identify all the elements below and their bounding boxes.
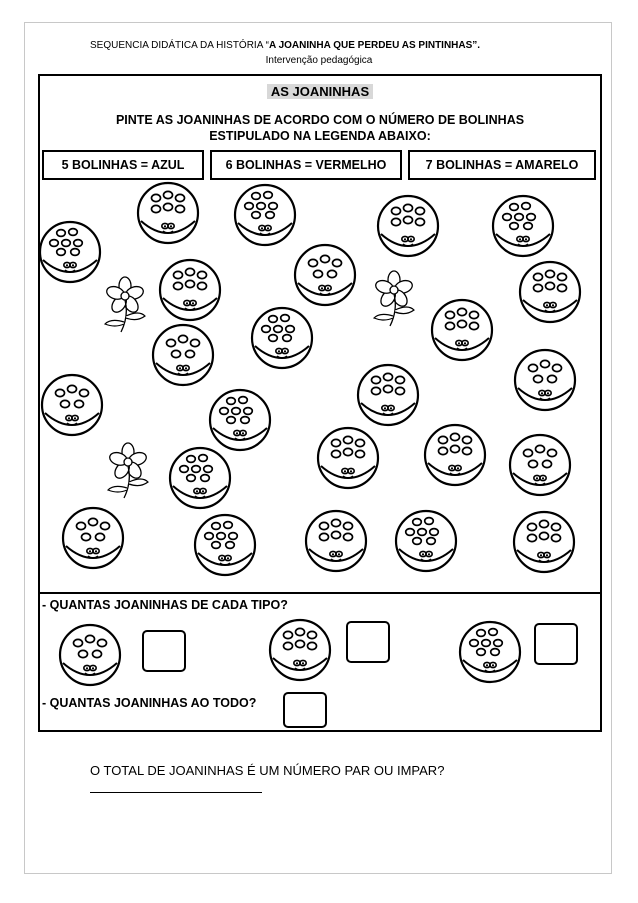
ladybug-17 bbox=[425, 425, 485, 485]
ladybug-20 bbox=[63, 508, 123, 568]
instruction-line-1: PINTE AS JOANINHAS DE ACORDO COM O NÚMERO DE BOLINHAS bbox=[115, 113, 525, 127]
header-prefix: SEQUENCIA DIDÁTICA DA HISTÓRIA “ bbox=[90, 40, 269, 51]
ladybug-2 bbox=[235, 185, 295, 245]
flower-3 bbox=[108, 443, 148, 498]
ladybug-9 bbox=[252, 308, 312, 368]
ladybug-4 bbox=[493, 196, 553, 256]
ladybug-5 bbox=[40, 222, 100, 282]
ladybug-12 bbox=[515, 350, 575, 410]
ladybug-22 bbox=[306, 511, 366, 571]
ladybug-24 bbox=[514, 512, 574, 572]
flower-2 bbox=[374, 271, 414, 326]
ladybug-21 bbox=[195, 515, 255, 575]
header-subtitle: Intervenção pedagógica bbox=[265, 55, 373, 66]
answer-ladybug-5-dots bbox=[60, 625, 120, 685]
ladybug-6 bbox=[295, 245, 355, 305]
ladybug-11 bbox=[153, 325, 213, 385]
worksheet-title: AS JOANINHAS bbox=[40, 84, 600, 99]
answer-ladybug-7-dots bbox=[460, 622, 520, 682]
ladybug-19 bbox=[170, 448, 230, 508]
ladybug-3 bbox=[378, 196, 438, 256]
instruction-line-2: ESTIPULADO NA LEGENDA ABAIXO: bbox=[209, 129, 431, 143]
ladybug-14 bbox=[42, 375, 102, 435]
ladybug-23 bbox=[396, 511, 456, 571]
question-each-type: - QUANTAS JOANINHAS DE CADA TIPO? bbox=[42, 598, 288, 612]
ladybug-13 bbox=[358, 365, 418, 425]
answer-line[interactable] bbox=[90, 792, 262, 793]
ladybug-10 bbox=[432, 300, 492, 360]
ladybug-7 bbox=[160, 260, 220, 320]
ladybug-1 bbox=[138, 183, 198, 243]
flower-1 bbox=[105, 277, 145, 332]
story-title: A JOANINHA QUE PERDEU AS PINTINHAS”. bbox=[268, 40, 481, 51]
ladybug-8 bbox=[520, 262, 580, 322]
legend-red: 6 BOLINHAS = VERMELHO bbox=[210, 150, 402, 180]
legend-blue: 5 BOLINHAS = AZUL bbox=[42, 150, 204, 180]
legend-yellow: 7 BOLINHAS = AMARELO bbox=[408, 150, 596, 180]
question-total: - QUANTAS JOANINHAS AO TODO? bbox=[42, 696, 257, 710]
answer-ladybug-6-dots bbox=[270, 620, 330, 680]
ladybug-16 bbox=[318, 428, 378, 488]
ladybug-15 bbox=[210, 390, 270, 450]
ladybug-18 bbox=[510, 435, 570, 495]
footer-question: O TOTAL DE JOANINHAS É UM NÚMERO PAR OU IMPAR? bbox=[90, 763, 445, 778]
